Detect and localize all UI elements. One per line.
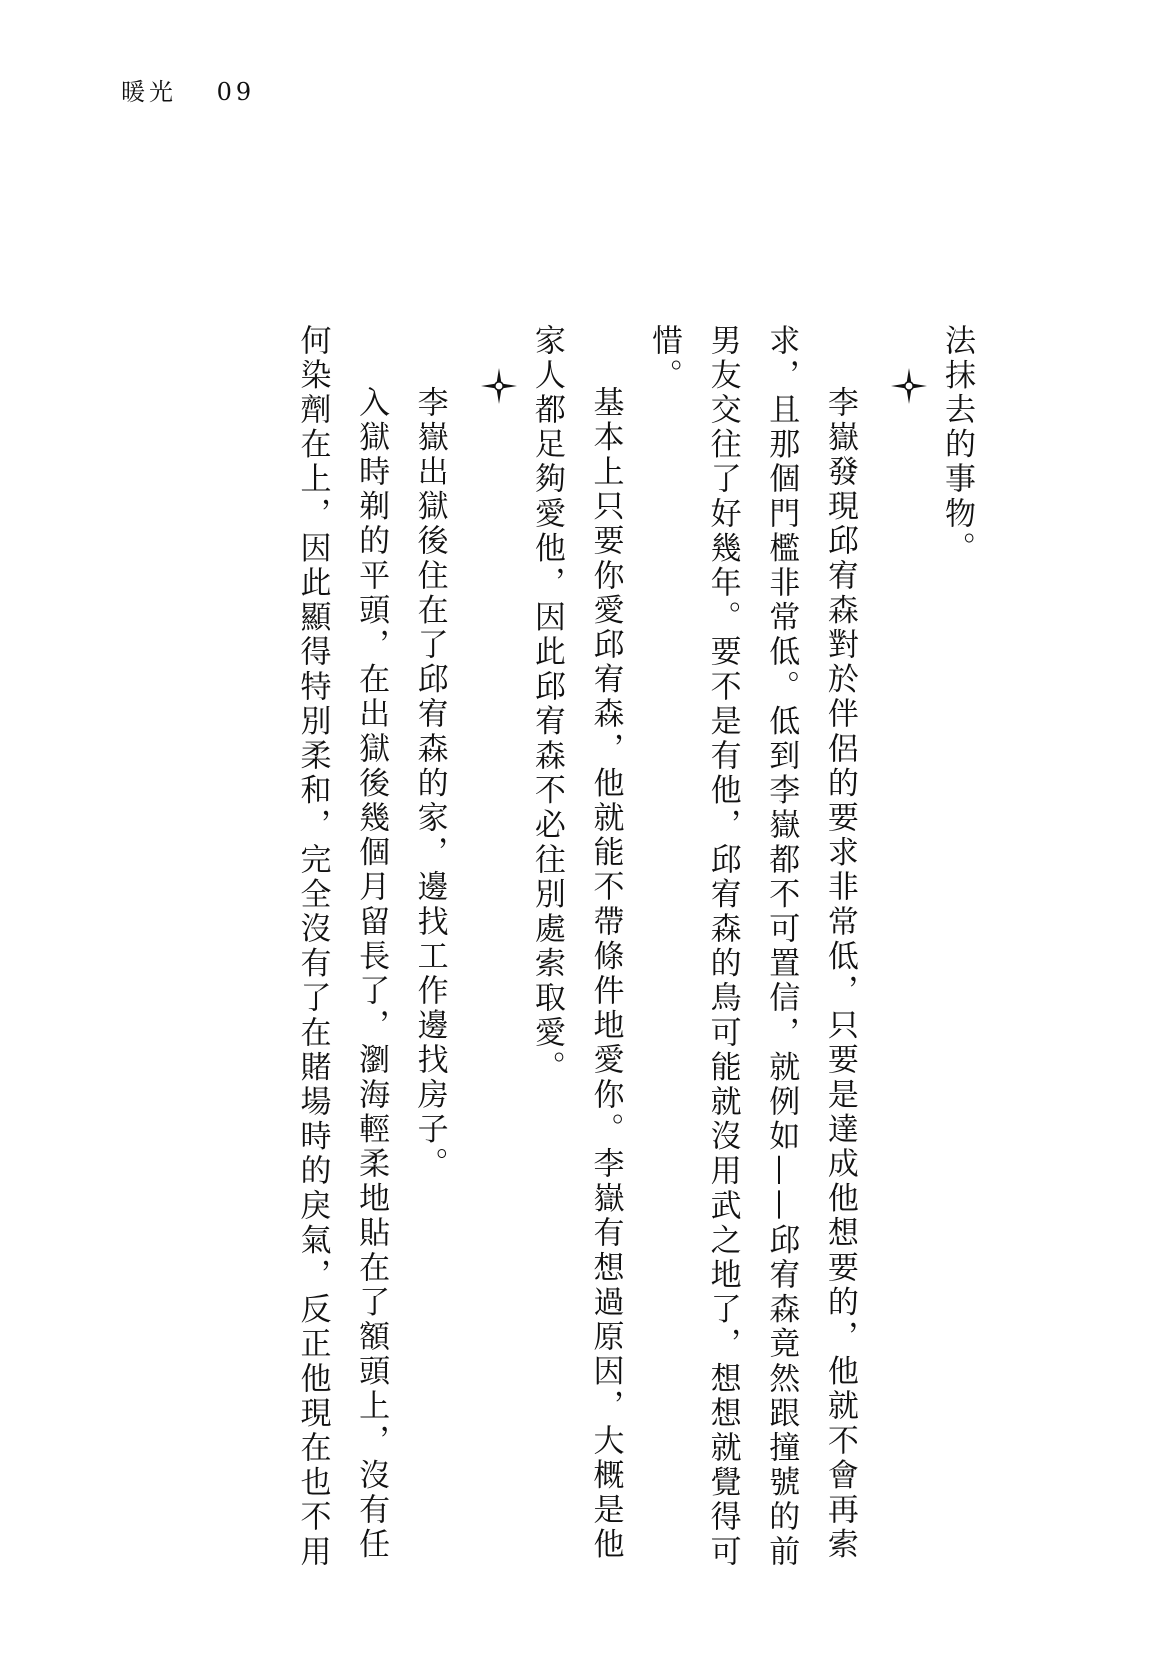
section-break-ornament bbox=[869, 324, 928, 427]
paragraph: 李嶽出獄後住在了邱宥森的家，邊找工作邊找房子。 bbox=[411, 386, 448, 1182]
vertical-body-text bbox=[166, 324, 986, 1594]
paragraph: 李嶽發現邱宥森對於伴侶的要求非常低，只要是達成他想要的，他就不會再索求，且那個門檻非常低。低到李嶽都不可置信，就例如——邱宥森竟然跟撞號的前男友交往了好幾年。要不是有他，邱宥森的鳥可能就沒用武之地了，想想就覺得可惜。 bbox=[646, 324, 858, 1570]
paragraph-continued: 法抹去的事物。 bbox=[939, 324, 975, 567]
section-break-ornament bbox=[459, 324, 518, 427]
book-title: 暖光 bbox=[121, 78, 177, 106]
four-point-star-icon bbox=[481, 368, 517, 404]
four-point-star-icon bbox=[891, 368, 927, 404]
paragraph: 基本上只要你愛邱宥森，他就能不帶條件地愛你。李嶽有想過原因，大概是他家人都足夠愛他，因此邱宥森不必往別處索取愛。 bbox=[528, 324, 624, 1563]
running-header bbox=[121, 76, 255, 108]
paragraph: 入獄時剃的平頭，在出獄後幾個月留長了，瀏海輕柔地貼在了額頭上，沒有任何染劑在上，因此顯得特別柔和，完全沒有了在賭場時的戾氣，反正他現在也不用 bbox=[294, 324, 390, 1570]
page-number: 09 bbox=[216, 78, 256, 106]
